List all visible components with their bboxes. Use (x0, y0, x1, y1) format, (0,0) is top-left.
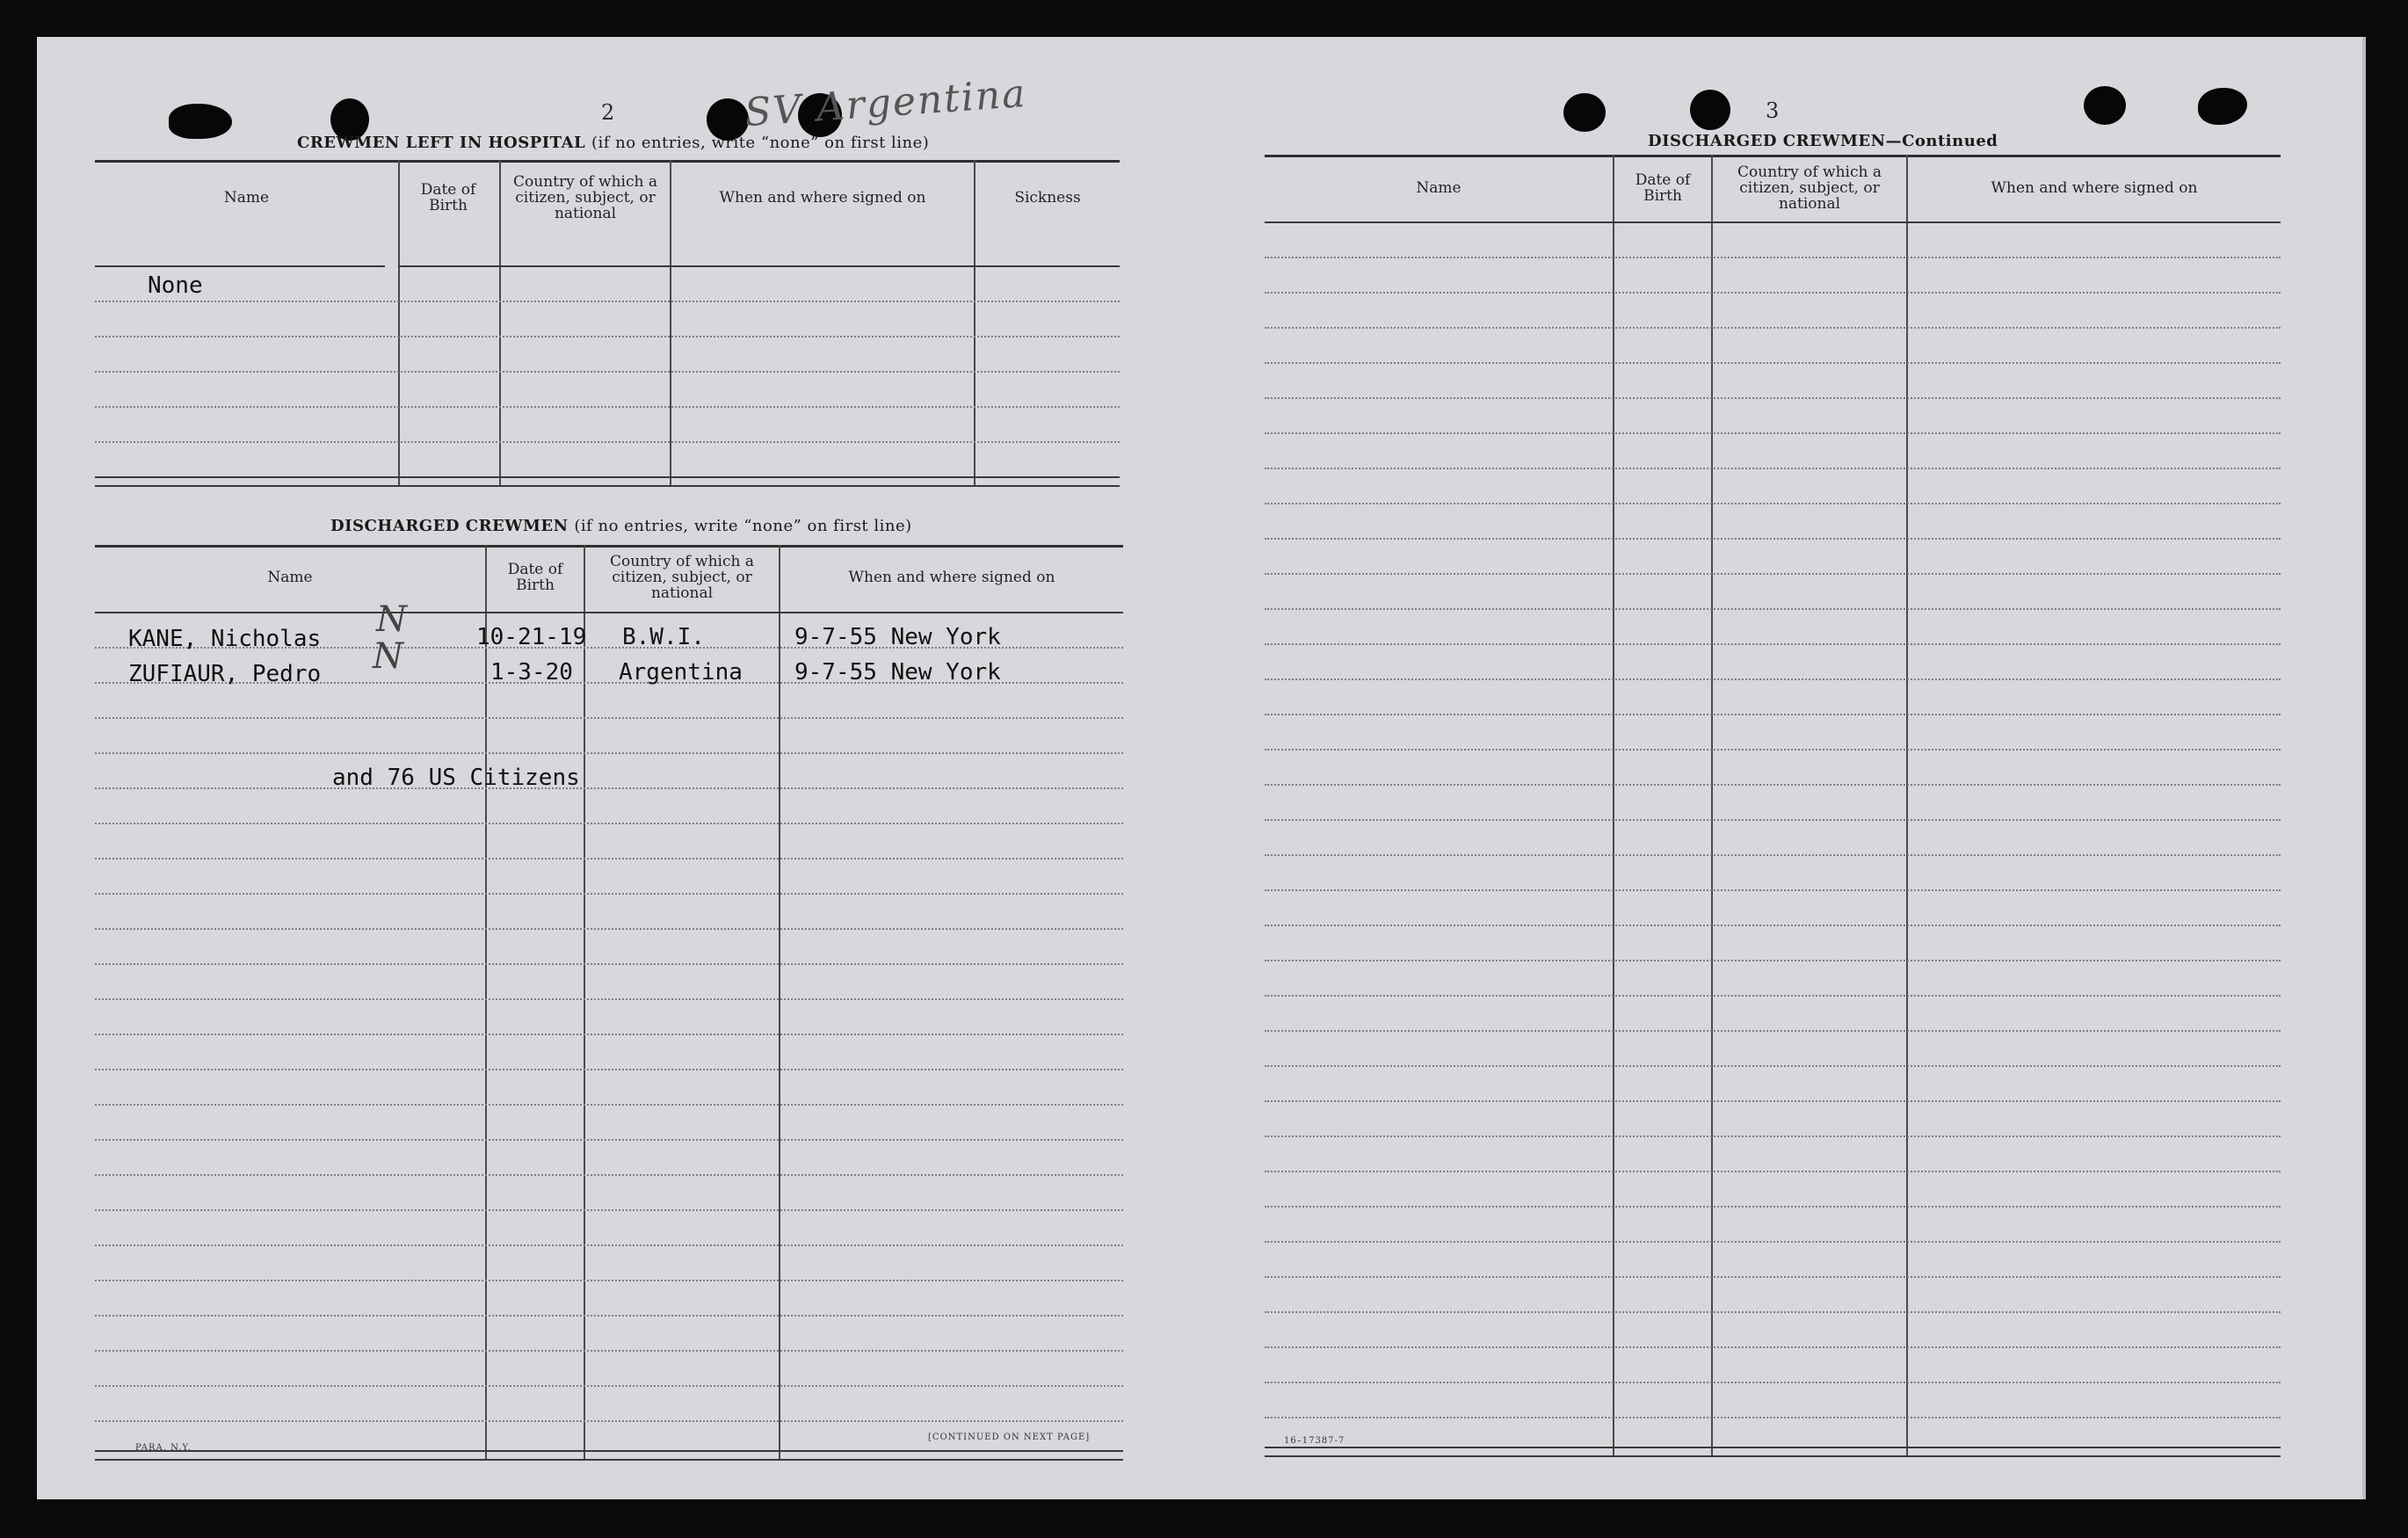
col-country: Country of which a citizen, subject, or national (513, 173, 657, 222)
hospital-entry-none: None (148, 272, 203, 299)
discharged-section-title: DISCHARGED CREWMEN (if no entries, write “none” on first line) (330, 517, 912, 535)
form-number: 16–17387-7 (1284, 1436, 1345, 1446)
punch-hole (2198, 88, 2247, 125)
handwritten-check-mark: N (373, 636, 403, 677)
crewman-name: ZUFIAUR, Pedro (128, 661, 322, 687)
crewman-country: Argentina (619, 659, 743, 686)
col-signed-on: When and where signed on (848, 569, 1055, 586)
hospital-section-title: CREWMEN LEFT IN HOSPITAL (if no entries, write “none” on first line) (297, 134, 930, 152)
crewman-name: KANE, Nicholas (128, 626, 322, 652)
col-country: Country of which a citizen, subject, or national (1737, 163, 1882, 213)
right-page (1200, 37, 2362, 1499)
discharged-table (95, 545, 1123, 1461)
punch-hole (169, 104, 232, 139)
crewman-signed-on: 9-7-55 New York (794, 659, 1001, 686)
col-signed-on: When and where signed on (1991, 179, 2198, 197)
discharged-continued-title: DISCHARGED CREWMEN—Continued (1648, 132, 1998, 150)
handwritten-check-mark: N (376, 599, 407, 640)
handwritten-vessel-note: SV Argentina (743, 70, 1028, 136)
hospital-table (95, 160, 1120, 490)
col-name: Name (267, 569, 313, 586)
punch-hole (1690, 90, 1730, 130)
document-sheet (37, 37, 2366, 1499)
us-citizens-summary: and 76 US Citizens (332, 765, 580, 791)
crewman-signed-on: 9-7-55 New York (794, 624, 1001, 650)
punch-hole (1563, 93, 1606, 132)
col-date-of-birth: Date of Birth (420, 181, 476, 214)
continued-note: [CONTINUED ON NEXT PAGE] (928, 1433, 1091, 1442)
crewman-country: B.W.I. (622, 624, 705, 650)
col-signed-on: When and where signed on (719, 189, 926, 207)
discharged-continued-table (1265, 155, 2281, 1464)
printer-mark: PARA. N.Y. (135, 1443, 192, 1453)
page-number: 3 (1766, 98, 1780, 123)
col-name: Name (223, 189, 270, 207)
col-sickness: Sickness (1014, 189, 1081, 207)
crewman-date-of-birth: 10-21-19 (476, 624, 587, 650)
page-number: 2 (601, 100, 615, 125)
col-date-of-birth: Date of Birth (1635, 171, 1691, 205)
col-name: Name (1416, 179, 1461, 197)
punch-hole (2084, 86, 2126, 125)
col-country: Country of which a citizen, subject, or national (610, 553, 754, 602)
crewman-date-of-birth: 1-3-20 (490, 659, 573, 686)
col-date-of-birth: Date of Birth (507, 561, 563, 594)
left-page (37, 37, 1200, 1499)
